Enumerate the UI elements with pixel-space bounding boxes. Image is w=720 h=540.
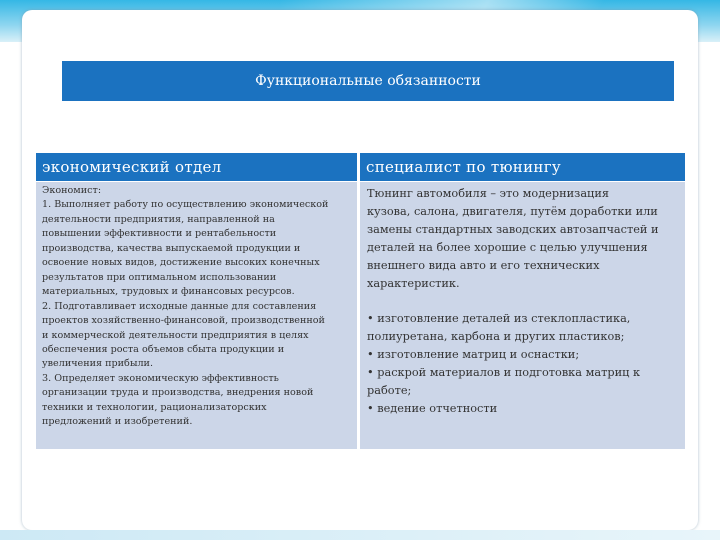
- paragraph-gap: [367, 293, 681, 310]
- list-item: • раскрой материалов и подготовка матриц к: [367, 366, 641, 379]
- text-line: обеспечения роста объемов сбыта продукции и: [42, 343, 285, 355]
- economist-duties-cell: [36, 182, 357, 449]
- slide-title: Функциональные обязанности: [255, 73, 481, 89]
- tuning-specialist-duties-cell: [360, 182, 685, 449]
- text-line: 1. Выполняет работу по осуществлению экономической: [42, 199, 329, 211]
- text-line: проектов хозяйственно-финансовой, производственной: [42, 315, 325, 327]
- list-item: полиуретана, карбона и других пластиков;: [367, 330, 625, 343]
- text-line: материальных, трудовых и финансовых ресурсов.: [42, 286, 295, 298]
- text-line: внешнего вида авто и его технических: [367, 259, 600, 272]
- list-item: • изготовление деталей из стеклопластика,: [367, 312, 631, 325]
- column-header-economic-dept: [36, 153, 357, 181]
- column-header-label: экономический отдел: [42, 158, 222, 176]
- text-line: 2. Подготавливает исходные данные для составления: [42, 300, 317, 312]
- text-line: деталей на более хорошие с целью улучшения: [367, 241, 648, 254]
- text-line: предложений и изобретений.: [42, 416, 193, 428]
- text-line: организации труда и производства, внедрения новой: [42, 387, 314, 399]
- list-item: работе;: [367, 384, 412, 397]
- text-line: 3. Определяет экономическую эффективность: [42, 372, 279, 384]
- text-line: результатов при оптимальном использовании: [42, 271, 277, 283]
- text-line: Экономист:: [42, 185, 102, 196]
- text-line: увеличения прибыли.: [42, 358, 154, 370]
- text-line: и коммерческой деятельности предприятия в целях: [42, 329, 309, 341]
- column-header-label: специалист по тюнингу: [366, 158, 561, 176]
- text-line: Тюнинг автомобиля – это модернизация: [367, 187, 609, 200]
- text-line: характеристик.: [367, 277, 460, 290]
- column-header-tuning-specialist: [360, 153, 685, 181]
- slide-title-box: [62, 61, 674, 101]
- text-line: кузова, салона, двигателя, путём доработки или: [367, 205, 658, 218]
- text-line: производства, качества выпускаемой продукции и: [42, 242, 301, 254]
- text-line: повышении эффективности и рентабельности: [42, 228, 277, 240]
- list-item: • ведение отчетности: [367, 402, 498, 415]
- list-item: • изготовление матриц и оснастки;: [367, 348, 580, 361]
- text-line: освоение новых видов, достижение высоких конечных: [42, 257, 320, 269]
- text-line: деятельности предприятия, направленной на: [42, 213, 275, 225]
- text-line: замены стандартных заводских автозапчастей и: [367, 223, 659, 236]
- footer-decoration: [0, 530, 720, 540]
- text-line: техники и технологии, рационализаторских: [42, 401, 267, 413]
